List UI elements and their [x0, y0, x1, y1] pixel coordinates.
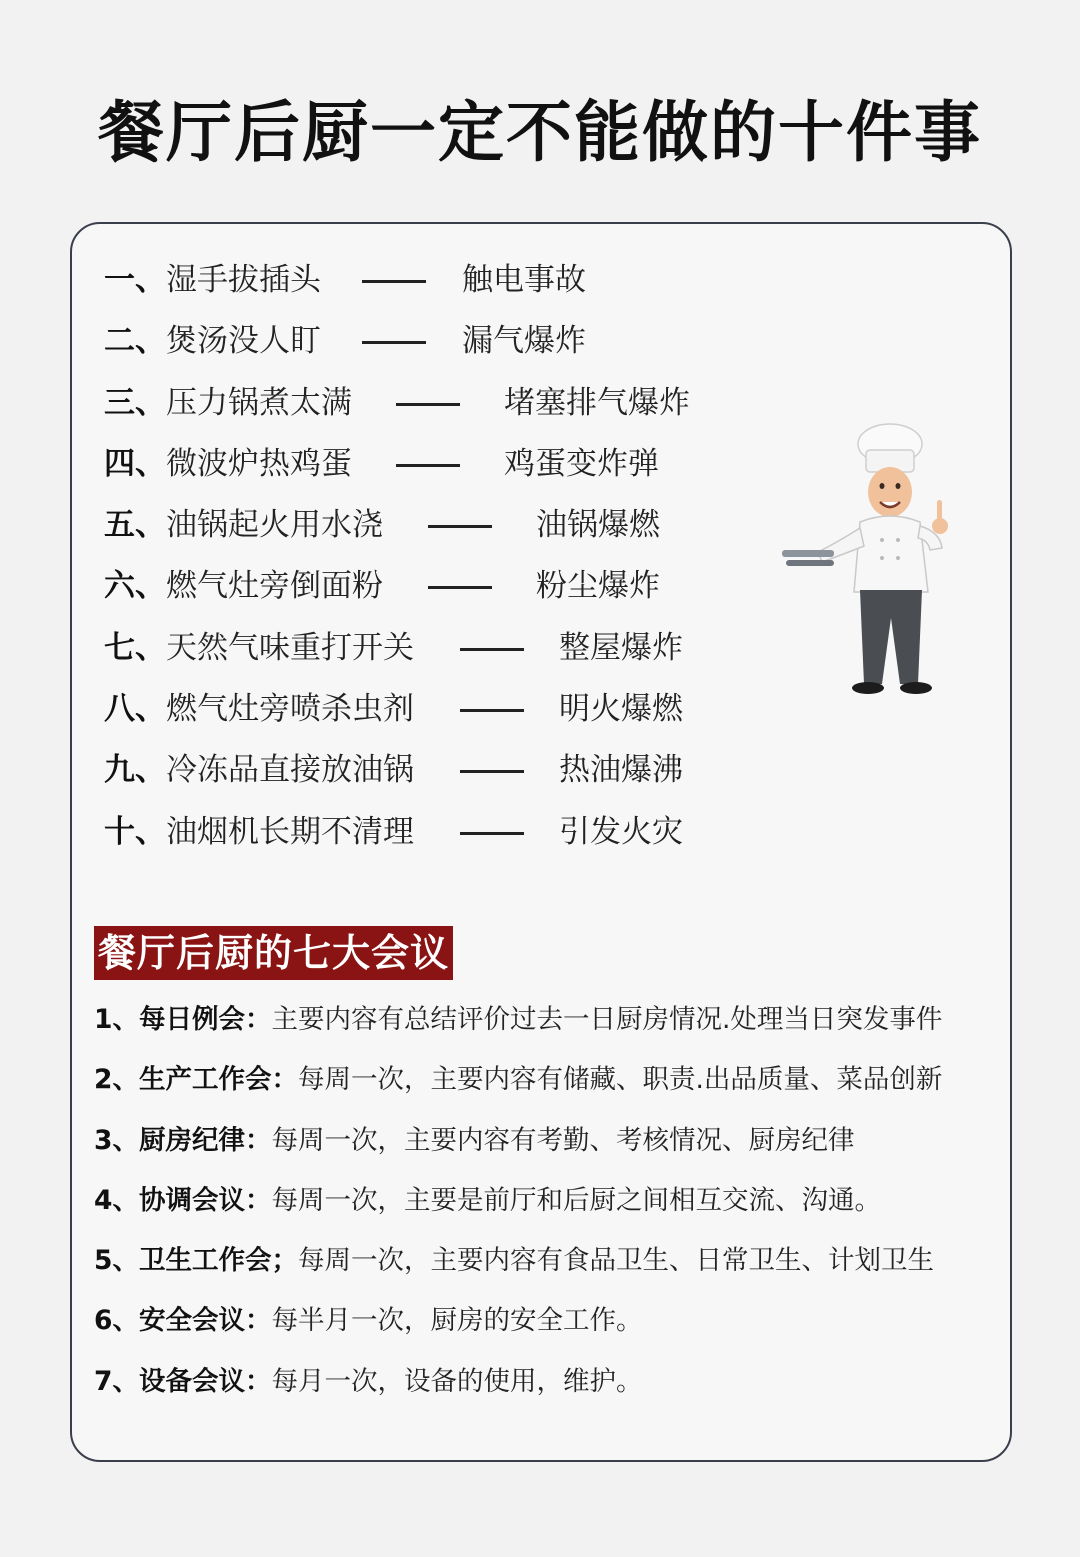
- rule-row: [104, 495, 744, 556]
- meetings-heading: 餐厅后厨的七大会议: [94, 926, 453, 980]
- meeting-list: [94, 990, 1004, 1412]
- rule-action: 冷冻品直接放油锅: [166, 752, 414, 789]
- dash-separator: [428, 525, 492, 528]
- meeting-number: 6、: [94, 1305, 139, 1337]
- rule-result: 鸡蛋变炸弹: [504, 445, 659, 482]
- rule-row: [104, 618, 744, 679]
- dash-separator: [362, 280, 426, 283]
- rule-action: 天然气味重打开关: [166, 629, 414, 666]
- rule-result: 粉尘爆炸: [536, 568, 660, 605]
- rule-result: 漏气爆炸: [462, 323, 586, 360]
- coat-button: [880, 556, 884, 560]
- meeting-number: 7、: [94, 1365, 139, 1397]
- rule-result: 整屋爆炸: [559, 629, 683, 666]
- chef-illustration: [778, 422, 958, 702]
- meeting-name: 安全会议：: [138, 1305, 272, 1337]
- rule-result: 堵塞排气爆炸: [504, 384, 690, 421]
- rule-row: [104, 373, 744, 434]
- rule-number: 八、: [104, 691, 166, 728]
- rule-number: 五、: [104, 507, 166, 544]
- dash-separator: [396, 464, 460, 467]
- meeting-number: 2、: [94, 1064, 139, 1096]
- page-title: 餐厅后厨一定不能做的十件事: [98, 94, 982, 171]
- rule-row: [104, 434, 744, 495]
- meeting-row: [94, 1111, 1004, 1171]
- rule-number: 七、: [104, 629, 166, 666]
- rule-list: [104, 250, 744, 863]
- rule-action: 湿手拔插头: [166, 262, 321, 298]
- chef-shoe-left: [852, 682, 884, 694]
- rule-row: [104, 556, 744, 617]
- rule-number: 九、: [104, 752, 166, 789]
- rule-row: [104, 802, 744, 863]
- rule-row: [104, 250, 744, 311]
- chef-face: [868, 467, 912, 517]
- dash-separator: [362, 341, 426, 344]
- meeting-description: 每周一次，主要是前厅和后厨之间相互交流、沟通。: [271, 1184, 881, 1216]
- dash-separator: [396, 403, 460, 406]
- meeting-row: [94, 1231, 1004, 1291]
- rule-action: 油锅起火用水浇: [166, 507, 383, 544]
- rule-action: 微波炉热鸡蛋: [166, 445, 352, 482]
- rule-action: 燃气灶旁倒面粉: [166, 568, 383, 605]
- rule-result: 明火爆燃: [559, 691, 683, 728]
- rule-action: 压力锅煮太满: [166, 384, 352, 421]
- meeting-row: [94, 1050, 1004, 1110]
- rule-result: 油锅爆燃: [536, 507, 660, 544]
- chef-eye-right: [896, 483, 901, 489]
- rule-number: 二、: [104, 323, 166, 360]
- rule-action: 煲汤没人盯: [166, 323, 321, 360]
- rule-number: 三、: [104, 384, 166, 421]
- coat-button: [880, 538, 884, 542]
- meeting-name: 生产工作会：: [138, 1064, 298, 1096]
- meeting-description: 每周一次，主要内容有食品卫生、日常卫生、计划卫生: [297, 1245, 934, 1277]
- chef-eye-left: [880, 483, 885, 489]
- rule-action: 油烟机长期不清理: [166, 813, 414, 850]
- meeting-number: 5、: [94, 1245, 139, 1277]
- dash-separator: [460, 770, 524, 773]
- rule-action: 燃气灶旁喷杀虫剂: [166, 691, 414, 728]
- meeting-name: 每日例会：: [138, 1004, 272, 1035]
- rule-result: 触电事故: [462, 262, 586, 298]
- meeting-name: 设备会议：: [138, 1365, 272, 1397]
- rule-row: [104, 679, 744, 740]
- meeting-row: [94, 1352, 1004, 1412]
- meeting-description: 每周一次，主要内容有储藏、职责.出品质量、菜品创新: [297, 1064, 943, 1096]
- rule-number: 一、: [104, 262, 166, 298]
- chef-shoe-right: [900, 682, 932, 694]
- chef-finger: [937, 500, 942, 522]
- meeting-row: [94, 1291, 1004, 1351]
- meeting-number: 1、: [94, 1004, 139, 1035]
- meeting-number: 3、: [94, 1124, 139, 1156]
- coat-button: [896, 538, 900, 542]
- rule-row: [104, 740, 744, 801]
- meeting-row: [94, 990, 1004, 1050]
- meeting-name: 协调会议：: [138, 1184, 272, 1216]
- chef-coat: [854, 516, 928, 592]
- meeting-description: 每周一次，主要内容有考勤、考核情况、厨房纪律: [271, 1124, 855, 1156]
- rule-row: [104, 311, 744, 372]
- meeting-description: 每半月一次，厨房的安全工作。: [271, 1305, 643, 1337]
- rule-number: 六、: [104, 568, 166, 605]
- rule-number: 四、: [104, 445, 166, 482]
- rule-result: 热油爆沸: [559, 752, 683, 789]
- dash-separator: [460, 832, 524, 835]
- coat-button: [896, 556, 900, 560]
- chef-pants: [860, 590, 922, 684]
- meeting-description: 每月一次，设备的使用，维护。: [271, 1365, 643, 1397]
- meeting-description: 主要内容有总结评价过去一日厨房情况.处理当日突发事件: [271, 1004, 943, 1035]
- meeting-name: 厨房纪律：: [138, 1124, 272, 1156]
- dash-separator: [460, 709, 524, 712]
- utensil-icon: [782, 550, 834, 557]
- meeting-name: 卫生工作会；: [138, 1245, 298, 1277]
- meeting-row: [94, 1171, 1004, 1231]
- meeting-number: 4、: [94, 1184, 139, 1216]
- dash-separator: [428, 586, 492, 589]
- utensil-icon: [786, 560, 834, 566]
- rule-result: 引发火灾: [559, 813, 683, 850]
- rule-number: 十、: [104, 813, 166, 850]
- dash-separator: [460, 648, 524, 651]
